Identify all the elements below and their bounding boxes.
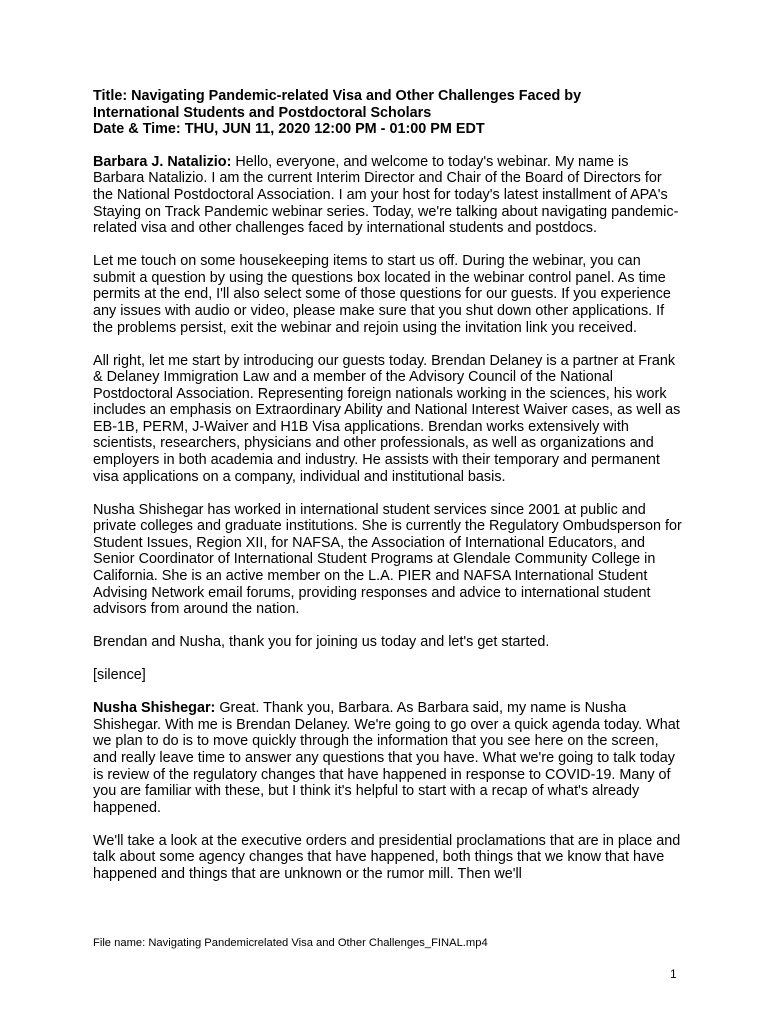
speaker-label: Nusha Shishegar: [93,700,216,717]
paragraph-7 [93,700,683,816]
paragraph-text: Brendan and Nusha, thank you for joining us today and let's get started. [93,634,550,651]
paragraph-text: Great. Thank you, Barbara. As Barbara said, my name is Nusha Shishegar. With me is Brendan Delaney. We're going to go over a quick agenda today. What we plan to do is to move quickly through the information that you see here on the screen, and really leave time to answer any questions that you have. What we're going to talk today is review of the regulatory changes that have happened in response to COVID-19. Many of you are familiar with these, but I think it's helpful to start with a recap of what's already happened. [93,700,680,816]
paragraph-5 [93,634,683,651]
speaker-label: Barbara J. Natalizio: [93,153,232,170]
paragraph-text: [silence] [93,667,146,684]
document-page [93,88,683,899]
paragraph-text: All right, let me start by introducing our guests today. Brendan Delaney is a partner at Frank & Delaney Immigration Law and a member of the Advisory Council of the National Postdoctoral Association. Representing foreign nationals working in the sciences, his work includes an emphasis on Extraordinary Ability and National Interest Waiver cases, as well as EB-1B, PERM, J-Waiver and H1B Visa applications. Brendan works extensively with scientists, researchers, physicians and other professionals, as well as organizations and employers in both academia and industry. He assists with their temporary and permanent visa applications on a company, individual and institutional basis. [93,352,681,485]
page-number: 1 [670,967,677,981]
footer-filename: File name: Navigating Pandemicrelated Visa and Other Challenges_FINAL.mp4 [93,937,488,949]
paragraph-text: Let me touch on some housekeeping items to start us off. During the webinar, you can submit a question by using the questions box located in the webinar control panel. As time permits at the end, I'll also select some of those questions for our guests. If you experience any issues with audio or video, please make sure that you shut down other applications. If the problems persist, exit the webinar and rejoin using the invitation link you received. [93,253,671,336]
title-line-1: Title: Navigating Pandemic-related Visa and Other Challenges Faced by [93,88,582,104]
paragraph-3 [93,353,683,486]
paragraph-text: We'll take a look at the executive orders and presidential proclamations that are in place and talk about some agency changes that have happened, both things that we know that have happened and things that are unknown or the rumor mill. Then we'll [93,832,681,882]
paragraph-text: Nusha Shishegar has worked in international student services since 2001 at public and private colleges and graduate institutions. She is currently the Regulatory Ombudsperson for Student Issues, Region XII, for NAFSA, the Association of International Educators, and Senior Coordinator of International Student Programs at Glendale Community College in California. She is an active member on the L.A. PIER and NAFSA International Student Advising Network email forums, providing responses and advice to international student advisors from around the nation. [93,501,682,618]
paragraph-text: Hello, everyone, and welcome to today's webinar. My name is Barbara Natalizio. I am the current Interim Director and Chair of the Board of Directors for the National Postdoctoral Association. I am your host for today's latest installment of APA's Staying on Track Pandemic webinar series. Today, we're talking about navigating pandemic-related visa and other challenges faced by international students and postdocs. [93,153,679,237]
paragraph-6 [93,667,683,684]
paragraph-4 [93,502,683,618]
title-line-2: International Students and Postdoctoral Scholars [93,104,432,121]
document-header [93,88,683,138]
paragraph-8 [93,833,683,883]
date-time: Date & Time: THU, JUN 11, 2020 12:00 PM - 01:00 PM EDT [93,121,485,138]
paragraph-2 [93,253,683,336]
paragraph-1 [93,154,683,237]
